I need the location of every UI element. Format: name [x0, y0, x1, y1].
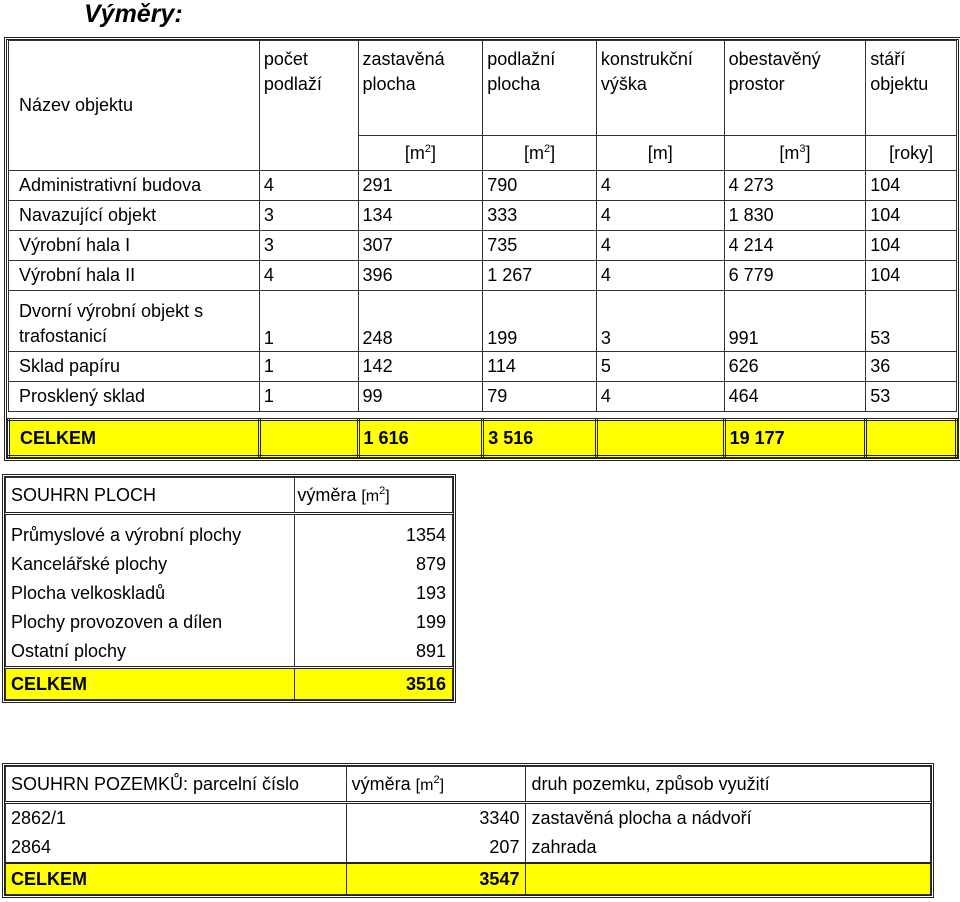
area-value: 879: [295, 550, 453, 579]
parcel-number: 2862/1: [6, 803, 347, 834]
object-name: Výrobní hala I: [9, 231, 260, 261]
parcel-area: 3340: [346, 803, 526, 834]
object-name: Administrativní budova: [9, 171, 260, 201]
object-volume: 464: [724, 382, 866, 412]
header-age-line2: objektu: [870, 74, 929, 94]
object-name: Navazující objekt: [9, 201, 260, 231]
land-summary-type-header: druh pozemku, způsob využití: [526, 767, 931, 803]
land-summary-total-row: [6, 863, 931, 895]
object-height: 5: [596, 352, 724, 382]
object-volume: 626: [724, 352, 866, 382]
object-floors: 4: [259, 261, 358, 291]
object-age: 104: [866, 171, 957, 201]
land-total-empty: [526, 863, 931, 895]
object-floor-area: 114: [483, 352, 597, 382]
object-floor-area: 735: [483, 231, 597, 261]
total-floor-area: 3 516: [483, 420, 597, 457]
table-row: [6, 833, 931, 863]
table-row: [6, 514, 453, 551]
header-age-line1: stáří: [870, 49, 906, 69]
object-name-line2: trafostanicí: [19, 326, 108, 346]
area-value: 1354: [295, 514, 453, 551]
object-built-area: 396: [358, 261, 483, 291]
area-label: Ostatní plochy: [6, 637, 295, 668]
table-row: [6, 803, 931, 834]
object-height: 4: [596, 171, 724, 201]
unit-floor-area: $[m^2]$: [483, 136, 597, 171]
land-summary-measure-header: výměra $[m^2]$: [346, 767, 526, 803]
table-row: [6, 608, 453, 637]
table-row: [9, 352, 957, 382]
area-value: 199: [295, 608, 453, 637]
object-built-area: 134: [358, 201, 483, 231]
land-summary-header: [6, 767, 931, 803]
object-age: 104: [866, 231, 957, 261]
total-volume: 19 177: [724, 420, 866, 457]
object-height: 4: [596, 231, 724, 261]
unit-volume: $[m^3]$: [724, 136, 866, 171]
object-floors: 4: [259, 171, 358, 201]
object-age: 104: [866, 201, 957, 231]
land-total-area: 3547: [346, 863, 526, 895]
area-summary-total-row: [6, 668, 453, 700]
object-name: Výrobní hala II: [9, 261, 260, 291]
total-label: CELKEM: [9, 420, 260, 457]
table-row: [6, 579, 453, 608]
table-row: [9, 231, 957, 261]
object-floors: 1: [259, 291, 358, 352]
land-total-label: CELKEM: [6, 863, 347, 895]
total-built-area: 1 616: [358, 420, 483, 457]
table-row: [9, 201, 957, 231]
object-volume: 4 273: [724, 171, 866, 201]
header-volume-line2: prostor: [728, 74, 785, 94]
header-height-line1: konstrukční: [600, 49, 693, 69]
object-built-area: 248: [358, 291, 483, 352]
objects-header-row: [9, 41, 957, 136]
header-floor-area: [483, 41, 597, 136]
header-floors-line2: podlaží: [263, 74, 322, 94]
parcel-area: 207: [346, 833, 526, 863]
table-row: [9, 291, 957, 352]
object-name: [9, 291, 260, 352]
parcel-type: zastavěná plocha a nádvoří: [526, 803, 931, 834]
total-empty-floors: [259, 420, 358, 457]
object-name: Prosklený sklad: [9, 382, 260, 412]
table-gap: [9, 412, 957, 420]
header-floors: [259, 41, 358, 171]
header-floor-area-line1: podlažní: [487, 49, 556, 69]
object-floor-area: 199: [483, 291, 597, 352]
area-label: Plocha velkoskladů: [6, 579, 295, 608]
object-floors: 1: [259, 352, 358, 382]
header-built-area-line1: zastavěná: [362, 49, 445, 69]
land-summary-title: SOUHRN POZEMKŮ: parcelní číslo: [6, 767, 347, 803]
object-built-area: 291: [358, 171, 483, 201]
table-row: [9, 171, 957, 201]
total-empty-age: [866, 420, 957, 457]
area-summary-measure-header: výměra $[m^2]$: [295, 478, 453, 514]
object-floors: 3: [259, 201, 358, 231]
object-height: 3: [596, 291, 724, 352]
object-volume: 991: [724, 291, 866, 352]
table-row: [9, 261, 957, 291]
object-floor-area: 1 267: [483, 261, 597, 291]
parcel-type: zahrada: [526, 833, 931, 863]
unit-built-area: $[m^2]$: [358, 136, 483, 171]
document-title: Výměry:: [84, 0, 183, 28]
header-volume-line1: obestavěný: [728, 49, 821, 69]
table-row: [6, 550, 453, 579]
object-name-line1: Dvorní výrobní objekt s: [19, 301, 204, 321]
object-height: 4: [596, 261, 724, 291]
object-volume: 1 830: [724, 201, 866, 231]
object-height: 4: [596, 201, 724, 231]
area-summary-table: [5, 477, 453, 700]
object-floor-area: 333: [483, 201, 597, 231]
area-summary-header: [6, 478, 453, 514]
object-floors: 1: [259, 382, 358, 412]
object-floors: 3: [259, 231, 358, 261]
area-label: Průmyslové a výrobní plochy: [6, 514, 295, 551]
area-label: Kancelářské plochy: [6, 550, 295, 579]
area-summary-title: SOUHRN PLOCH: [6, 478, 295, 514]
object-age: 53: [866, 382, 957, 412]
object-floor-area: 79: [483, 382, 597, 412]
object-built-area: 99: [358, 382, 483, 412]
object-age: 104: [866, 261, 957, 291]
area-value: 891: [295, 637, 453, 668]
header-volume: [724, 41, 866, 136]
header-height: [596, 41, 724, 136]
land-summary-table: [5, 766, 931, 895]
header-height-line2: výška: [600, 74, 647, 94]
area-value: 193: [295, 579, 453, 608]
object-volume: 4 214: [724, 231, 866, 261]
objects-total-row: [9, 420, 957, 457]
table-row: [6, 637, 453, 668]
object-built-area: 307: [358, 231, 483, 261]
object-built-area: 142: [358, 352, 483, 382]
area-total-value: 3516: [295, 668, 453, 700]
header-built-area-line2: plocha: [362, 74, 416, 94]
gap-cell: [9, 412, 957, 420]
object-age: 53: [866, 291, 957, 352]
unit-height: [m]: [596, 136, 724, 171]
header-age: [866, 41, 957, 136]
objects-table: [7, 40, 958, 458]
header-floor-area-line2: plocha: [487, 74, 541, 94]
area-total-label: CELKEM: [6, 668, 295, 700]
parcel-number: 2864: [6, 833, 347, 863]
object-floor-area: 790: [483, 171, 597, 201]
object-volume: 6 779: [724, 261, 866, 291]
object-age: 36: [866, 352, 957, 382]
area-label: Plochy provozoven a dílen: [6, 608, 295, 637]
header-object-name: Název objektu: [9, 41, 260, 171]
object-name: Sklad papíru: [9, 352, 260, 382]
header-floors-line1: počet: [263, 49, 308, 69]
unit-age: [roky]: [866, 136, 957, 171]
header-built-area: [358, 41, 483, 136]
object-height: 4: [596, 382, 724, 412]
total-empty-height: [596, 420, 724, 457]
table-row: [9, 382, 957, 412]
